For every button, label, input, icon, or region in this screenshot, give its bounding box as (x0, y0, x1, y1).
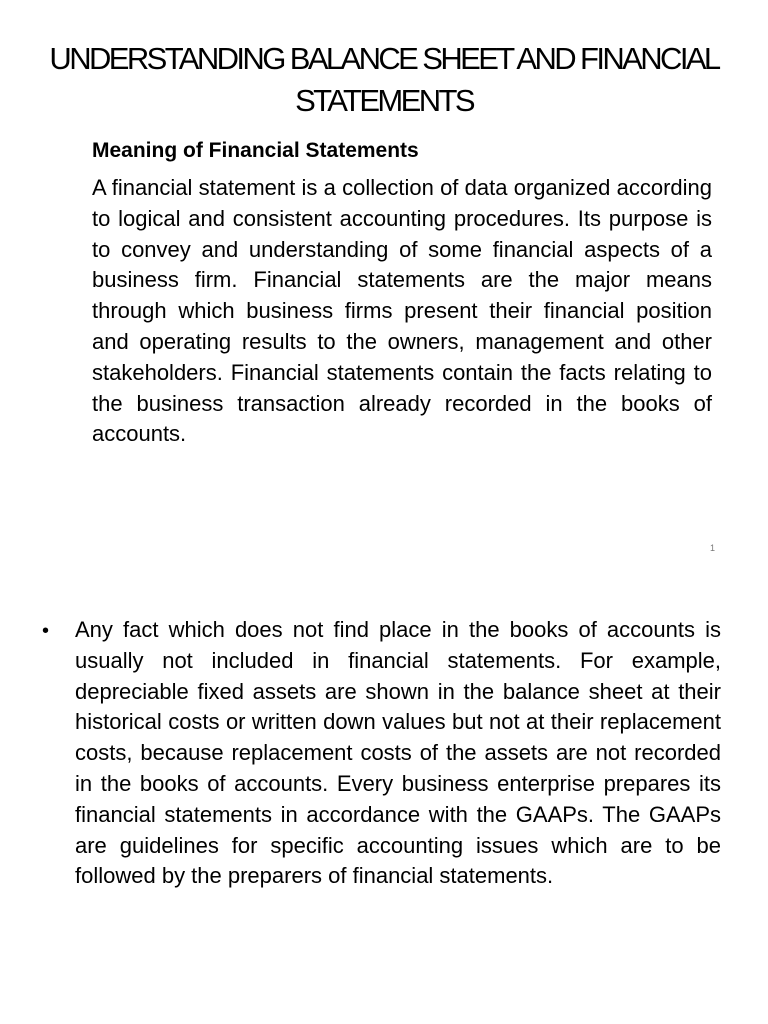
section-heading: Meaning of Financial Statements (92, 139, 419, 162)
body-paragraph: A financial statement is a collection of data organized according to logical and consistent accounting procedures. Its purpose is to convey and understanding of some financial aspects of a business firm. Financial statements are the major means through which business firms present their financial position and operating results to the owners, management and other stakeholders. Financial statements contain the facts relating to the business transaction already recorded in the books of accounts. (92, 175, 712, 447)
page-title: UNDERSTANDING BALANCE SHEET AND FINANCIAL STATEMENTS (49, 41, 719, 118)
slide-2 (0, 575, 768, 1024)
bullet-icon: • (42, 620, 50, 642)
bullet-text: Any fact which does not find place in the books of accounts is usually not included in financial statements. For example, depreciable fixed assets are shown in the balance sheet at their historical costs or written down values but not at their replacement costs, because replacement costs of the assets are not recorded in the books of accounts. Every business enterprise prepares its financial statements in accordance with the GAAPs. The GAAPs are guidelines for specific accounting issues which are to be followed by the preparers of financial statements. (75, 617, 721, 889)
page-number: 1 (710, 543, 716, 553)
